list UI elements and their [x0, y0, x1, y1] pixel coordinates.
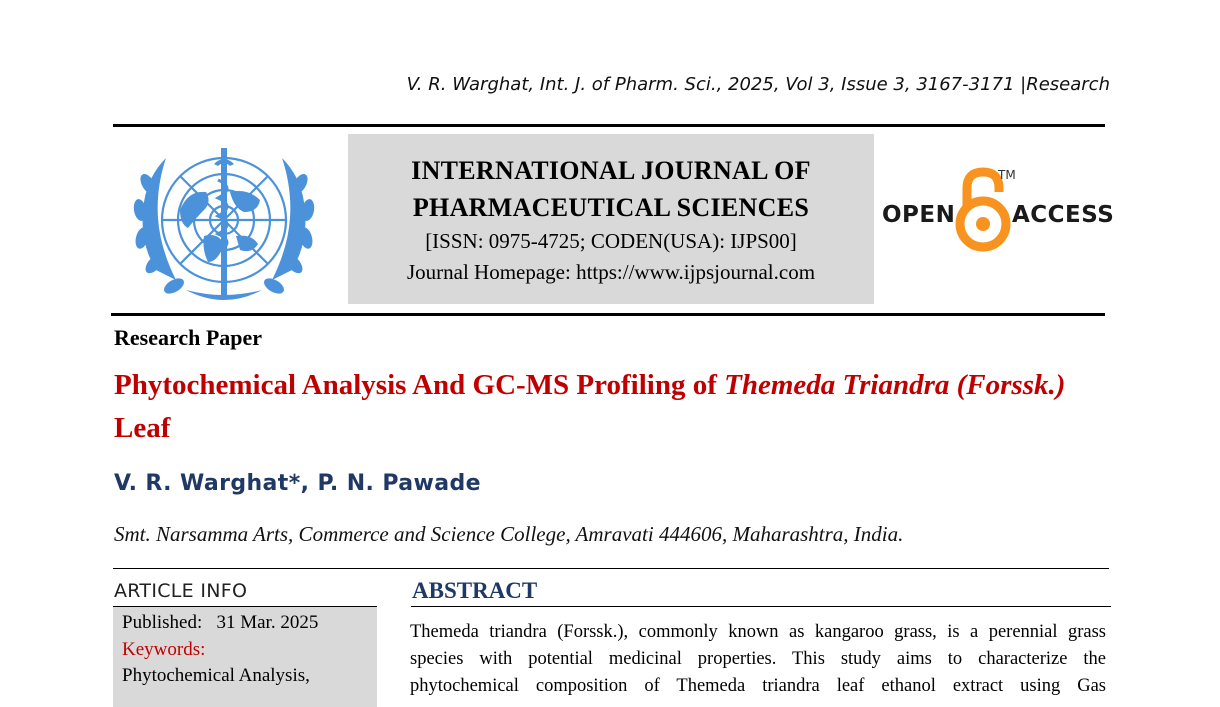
open-access-open-text: OPEN — [882, 202, 956, 228]
keywords-label: Keywords: — [122, 639, 206, 660]
keyword-item: Phytochemical Analysis, — [122, 665, 310, 686]
header-top-rule — [113, 124, 1105, 127]
abstract-line: Themeda triandra (Forssk.), commonly known as kangaroo grass, is a perennial grass — [410, 622, 1106, 642]
author-affiliation: Smt. Narsamma Arts, Commerce and Science College, Amravati 444606, Maharashtra, India. — [114, 522, 904, 546]
paper-title-part2: Leaf — [114, 412, 171, 444]
journal-banner — [348, 134, 874, 304]
paper-title-species: Themeda Triandra (Forssk.) — [724, 369, 1066, 401]
article-type: Research Paper — [114, 325, 263, 350]
article-info-heading: ARTICLE INFO — [114, 580, 248, 602]
journal-issn: [ISSN: 0975-4725; CODEN(USA): IJPS00] — [425, 229, 797, 253]
section-divider — [113, 568, 1109, 569]
author-list: V. R. Warghat*, P. N. Pawade — [114, 471, 481, 496]
paper-title-part1: Phytochemical Analysis And GC-MS Profiling of — [114, 369, 725, 401]
header-bottom-rule — [111, 313, 1105, 316]
abstract-line: species with potential medicinal properties. This study aims to characterize the — [410, 649, 1106, 669]
published-date: 31 Mar. 2025 — [216, 612, 319, 633]
abstract-rule — [411, 606, 1111, 607]
open-access-access-text: ACCESS — [1012, 202, 1115, 228]
abstract-heading: ABSTRACT — [412, 578, 538, 603]
journal-homepage: Journal Homepage: https://www.ijpsjournal.com — [406, 260, 816, 284]
published-label: Published: — [122, 612, 203, 633]
published-line — [122, 612, 318, 634]
paper-title — [114, 364, 1104, 450]
journal-title — [348, 152, 874, 226]
open-access-logo — [878, 164, 1115, 254]
citation-header: V. R. Warghat, Int. J. of Pharm. Sci., 2025, Vol 3, Issue 3, 3167-3171 |Research — [406, 74, 1110, 95]
open-access-tm: TM — [998, 168, 1016, 182]
journal-title-line2: PHARMACEUTICAL SCIENCES — [412, 193, 810, 222]
journal-title-line1: INTERNATIONAL JOURNAL OF — [411, 156, 811, 185]
abstract-body — [410, 619, 1106, 700]
abstract-line: phytochemical composition of Themeda triandra leaf ethanol extract using Gas — [410, 676, 1106, 696]
un-emblem-logo — [126, 140, 322, 308]
